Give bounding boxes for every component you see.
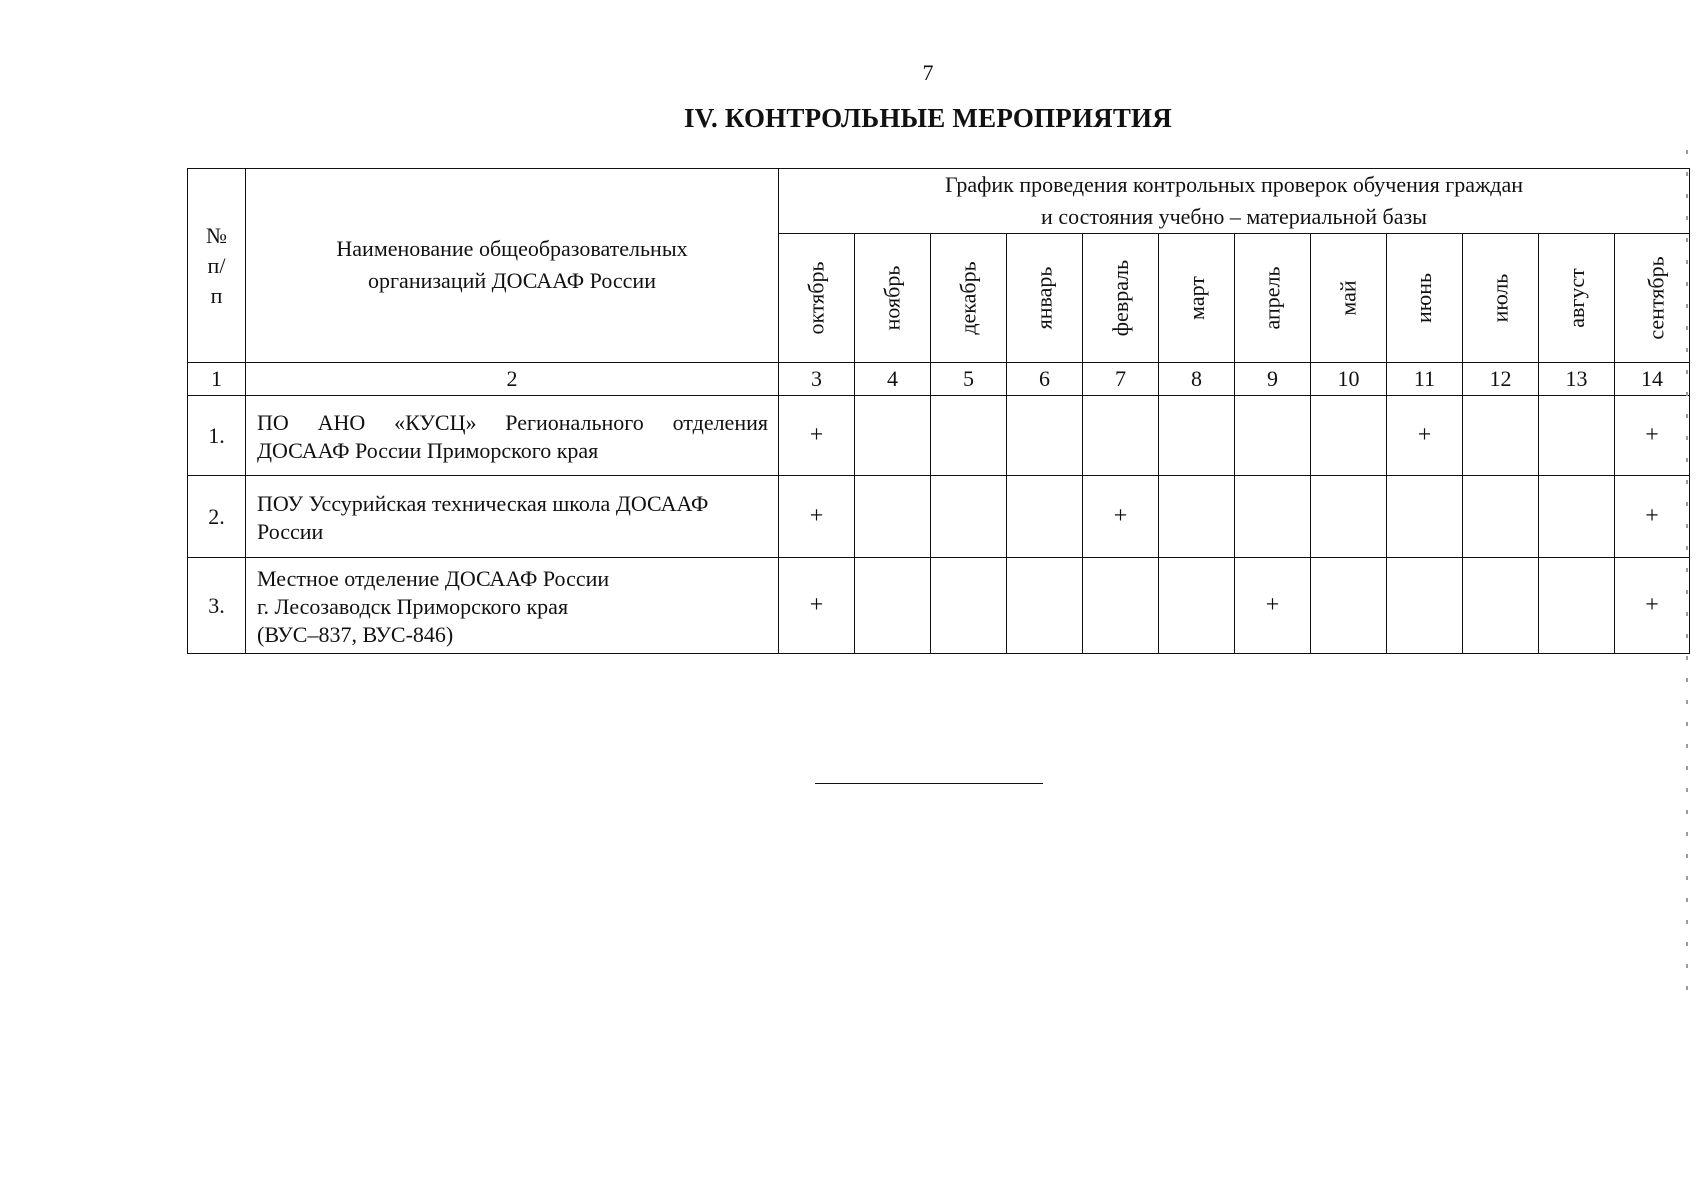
month-label: декабрь [955,261,981,335]
check-mark-cell [1463,396,1539,476]
organization-name-line: г. Лесозаводск Приморского края [257,593,569,619]
organization-name-line: Местное отделение ДОСААФ России [257,565,610,591]
check-mark-cell: + [779,476,855,558]
month-label: апрель [1259,266,1285,330]
check-mark-cell [1387,476,1463,558]
header-number-line: п/ [207,252,226,278]
check-mark-cell [1463,476,1539,558]
end-separator-line [815,783,1043,784]
table-row [188,476,1690,558]
header-organization-line: организаций ДОСААФ России [368,268,656,293]
month-header-june [1387,234,1463,363]
column-number-row [188,363,1690,396]
month-header-january [1007,234,1083,363]
column-number: 3 [779,363,855,396]
check-mark-cell [1539,558,1615,654]
organization-name-line: России [257,518,324,544]
column-number: 11 [1387,363,1463,396]
header-row-top [188,169,1690,234]
check-mark-cell [1235,476,1311,558]
check-mark-cell [1311,476,1387,558]
check-mark-cell: + [1615,396,1690,476]
month-header-october [779,234,855,363]
check-mark-cell [855,396,931,476]
check-mark-cell [1539,476,1615,558]
organization-name-line: ДОСААФ России Приморского края [257,437,599,463]
month-label: июль [1487,273,1513,323]
organization-name-line: (ВУС–837, ВУС-846) [257,621,454,647]
check-mark-cell [855,558,931,654]
column-number: 13 [1539,363,1615,396]
month-label: июнь [1411,272,1437,324]
check-mark-cell: + [1083,476,1159,558]
row-number: 3. [188,558,246,654]
column-number: 7 [1083,363,1159,396]
check-mark-cell [1159,558,1235,654]
column-number: 5 [931,363,1007,396]
column-number: 10 [1311,363,1387,396]
page-number: 7 [922,60,934,85]
month-header-november [855,234,931,363]
row-number: 1. [188,396,246,476]
check-mark-cell [1083,558,1159,654]
month-label: октябрь [803,261,829,335]
month-label: март [1183,276,1209,320]
table-row [188,396,1690,476]
month-label: сентябрь [1643,256,1669,340]
month-header-december [931,234,1007,363]
control-events-table [187,168,1690,654]
check-mark-cell [1007,476,1083,558]
month-header-may [1311,234,1387,363]
check-mark-cell [1159,476,1235,558]
scan-margin-marks [1686,150,1688,1000]
check-mark-cell: + [779,558,855,654]
check-mark-cell [1159,396,1235,476]
month-header-july [1463,234,1539,363]
check-mark-cell: + [1235,558,1311,654]
check-mark-cell [1311,396,1387,476]
check-mark-cell [1007,558,1083,654]
column-number: 1 [188,363,246,396]
column-number: 6 [1007,363,1083,396]
column-number: 4 [855,363,931,396]
header-schedule-line: График проведения контрольных проверок обучения граждан [945,172,1524,197]
month-header-february [1083,234,1159,363]
column-number: 12 [1463,363,1539,396]
month-header-august [1539,234,1615,363]
check-mark-cell [931,558,1007,654]
check-mark-cell [931,396,1007,476]
organization-name-line: ПО АНО «КУСЦ» Регионального отделения [257,409,768,435]
organization-name [246,476,779,558]
organization-name-line: ПОУ Уссурийская техническая школа ДОСААФ [257,490,709,516]
check-mark-cell: + [1387,396,1463,476]
month-label: август [1563,268,1589,328]
check-mark-cell [1235,396,1311,476]
check-mark-cell [1083,396,1159,476]
check-mark-cell: + [1615,476,1690,558]
month-header-september [1615,234,1690,363]
header-organization-cell [246,169,779,363]
month-label: январь [1031,266,1057,330]
column-number: 8 [1159,363,1235,396]
month-header-march [1159,234,1235,363]
check-mark-cell [1387,558,1463,654]
month-label: май [1335,280,1361,316]
check-mark-cell [1463,558,1539,654]
month-label: февраль [1108,259,1134,337]
check-mark-cell [1311,558,1387,654]
check-mark-cell [931,476,1007,558]
month-label: ноябрь [879,265,905,331]
column-number: 14 [1615,363,1690,396]
header-number-line: № [206,222,227,248]
organization-name [246,558,779,654]
header-number-line: п [210,282,223,308]
check-mark-cell [1007,396,1083,476]
row-number: 2. [188,476,246,558]
check-mark-cell: + [779,396,855,476]
header-number-cell [188,169,246,363]
organization-name [246,396,779,476]
header-schedule-line: и состояния учебно – материальной базы [1041,204,1427,229]
month-header-april [1235,234,1311,363]
table-row [188,558,1690,654]
check-mark-cell [1539,396,1615,476]
check-mark-cell [855,476,931,558]
column-number: 9 [1235,363,1311,396]
check-mark-cell: + [1615,558,1690,654]
header-schedule-cell [779,169,1690,234]
column-number: 2 [246,363,779,396]
header-organization-line: Наименование общеобразовательных [336,236,688,261]
section-title: IV. КОНТРОЛЬНЫЕ МЕРОПРИЯТИЯ [684,103,1172,133]
